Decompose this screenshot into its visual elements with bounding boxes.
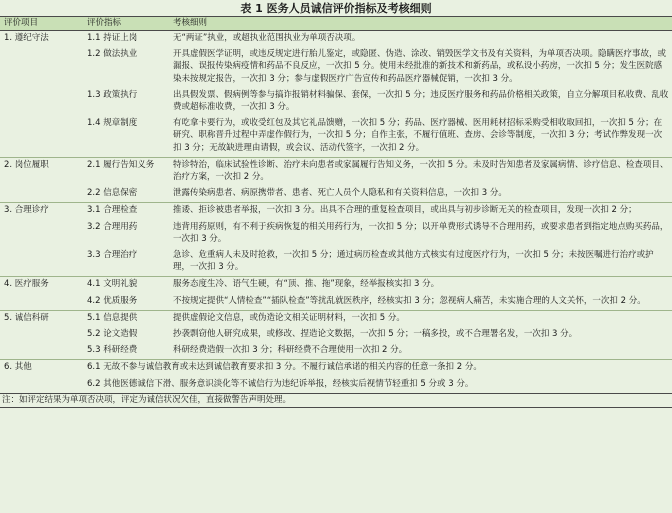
detail-cell: 出具假发票、假病例等参与搞诈报销材料骗保、套保，一次扣 5 分；违反医疗服务和药品价格相关政策，自立分解项目私收费、乱收费或超标准收费，一次扣 3 分。 <box>173 89 669 113</box>
footnote: 注：如评定结果为单项否决项，评定为诚信状况欠佳，直接做警告声明处理。 <box>0 393 672 408</box>
header-category: 评价项目 <box>0 17 83 31</box>
table-row <box>0 294 672 311</box>
category-cell <box>0 377 83 393</box>
table-row <box>0 186 672 203</box>
indicator-cell: 4.1 文明礼貌 <box>83 277 169 294</box>
category-cell <box>0 327 83 343</box>
indicator-cell: 2.1 履行告知义务 <box>83 157 169 186</box>
indicator-cell: 3.1 合理检查 <box>83 203 169 220</box>
table-row <box>0 88 672 116</box>
category-cell: 4. 医疗服务 <box>0 277 83 294</box>
category-cell <box>0 186 83 203</box>
category-cell: 6. 其他 <box>0 360 83 377</box>
table-row <box>0 157 672 186</box>
table-row <box>0 377 672 393</box>
detail-cell: 泄露传染病患者、病原携带者、患者、死亡人员个人隐私和有关资料信息，一次扣 3 分。 <box>173 188 507 199</box>
category-cell <box>0 294 83 311</box>
detail-cell: 科研经费造假一次扣 3 分；科研经费不合理使用一次扣 2 分。 <box>173 345 408 356</box>
category-cell <box>0 88 83 116</box>
table-row <box>0 203 672 220</box>
table-row <box>0 220 672 248</box>
table-row <box>0 327 672 343</box>
table-row <box>0 310 672 327</box>
header-row <box>0 17 672 31</box>
category-cell <box>0 343 83 360</box>
category-cell: 1. 遵纪守法 <box>4 33 49 43</box>
category-cell <box>0 220 83 248</box>
category-cell: 5. 诚信科研 <box>0 310 83 327</box>
table-row <box>0 47 672 88</box>
table-row <box>0 116 672 157</box>
detail-cell: 推诿、拒诊被患者举报，一次扣 3 分。出具不合理的重复检查项目，或出具与初步诊断无关的检查项目，发现一次扣 2 分； <box>169 203 672 220</box>
header-detail: 考核细则 <box>169 17 672 31</box>
table-title: 表 1 医务人员诚信评价指标及考核细则 <box>240 2 432 15</box>
table-row <box>0 360 672 377</box>
indicator-cell: 5.2 论文造假 <box>87 329 138 340</box>
indicator-cell: 3.3 合理治疗 <box>87 250 138 261</box>
detail-cell: 服务态度生冷、语气生硬，有“顶、推、拖”现象，经举报核实扣 3 分。 <box>169 277 672 294</box>
detail-cell: 急诊、危重病人未及时抢救，一次扣 5 分；通过病历检查或其他方式核实有过度医疗行为，一次扣 5 分；未按医嘱进行治疗或护理，一次扣 3 分。 <box>173 250 654 273</box>
indicator-cell: 1.2 做法执业 <box>87 49 138 60</box>
evaluation-table <box>0 16 672 393</box>
category-cell <box>0 248 83 277</box>
indicator-cell: 4.2 优质服务 <box>87 295 138 306</box>
indicator-cell: 6.2 其他医德诚信下滑、服务意识淡化等不诚信行为违纪诉举报，经核实后视情节轻重扣 5 分或 3 分。 <box>87 378 474 389</box>
indicator-cell: 6.1 无故不参与诚信教育或未达到诚信教育要求扣 3 分。不履行诚信承诺的相关内容的任意一条扣 2 分。 <box>83 360 672 377</box>
category-cell <box>0 116 83 157</box>
category-cell: 3. 合理诊疗 <box>0 203 83 220</box>
detail-cell: 违背用药原则，有不利于疾病恢复的相关用药行为，一次扣 5 分；以开单费形式诱导不合理用药，或要求患者到指定地点购买药品，一次扣 3 分。 <box>173 221 669 244</box>
indicator-cell: 5.3 科研经费 <box>87 345 138 356</box>
detail-cell: 抄袭剽窃他人研究成果，或修改、捏造论文数据，一次扣 5 分；一稿多投，或不合理署名发，一次扣 3 分。 <box>173 329 578 340</box>
table-row <box>0 277 672 294</box>
indicator-cell: 1.1 持证上岗 <box>87 33 138 43</box>
table-row <box>0 248 672 277</box>
detail-cell: 开具虚假医学证明，或违反规定进行胎儿鉴定，或隐匿、伪造、涂改、销毁医学文书及有关资料，为单项否决项。隐瞒医疗事故，或漏报、误报传染病疫情和药品不良反应，一次扣 5 分。使用未经批准的新技术和新药品，或私设小药房，一次扣 5 分；发生医院感染未按规定报告，一次扣 3 分；参与虚假医疗广告宣传和药品医疗器械促销，一次扣 3 分。 <box>173 49 667 84</box>
indicator-cell: 2.2 信息保密 <box>87 188 138 199</box>
detail-cell: 特诊特治，临床试验性诊断、治疗未向患者或家属履行告知义务，一次扣 5 分。未及时告知患者及家属病情、诊疗信息、检查项目、治疗方案，一次扣 2 分。 <box>169 157 672 186</box>
detail-cell: 无“两证”执业，或超执业范围执业为单项否决项。 <box>173 33 361 43</box>
detail-cell: 不按规定提供“人情检查”“插队检查”等扰乱就医秩序，经核实扣 3 分；忽视病人痛苦，未实施合理的人文关怀，一次扣 2 分。 <box>173 295 646 306</box>
table-row <box>0 343 672 360</box>
header-indicator: 评价指标 <box>83 17 169 31</box>
indicator-cell: 5.1 信息提供 <box>83 310 169 327</box>
detail-cell: 提供虚假论文信息，或伪造论文相关证明材料，一次扣 5 分。 <box>169 310 672 327</box>
indicator-cell: 1.4 规章制度 <box>87 118 138 129</box>
table-row <box>0 31 672 48</box>
indicator-cell: 3.2 合理用药 <box>87 221 138 232</box>
category-cell <box>0 47 83 88</box>
indicator-cell: 1.3 政策执行 <box>87 89 138 100</box>
table-body <box>0 31 672 393</box>
category-cell: 2. 岗位履职 <box>0 157 83 186</box>
detail-cell: 有吃拿卡要行为，或收受红包及其它礼品馈赠，一次扣 5 分；药品、医疗器械、医用耗材招标采购受相收取回扣，一次扣 5 分；在研究、职称晋升过程中弄虚作假行为，一次扣 5 分；自作主张，不履行值班、查房、会诊等制度，一次扣 3 分；考试作弊发现一次扣 3 分；无故缺进理由请假，或会议、活动代签字，一次扣 2 分。 <box>173 118 663 153</box>
